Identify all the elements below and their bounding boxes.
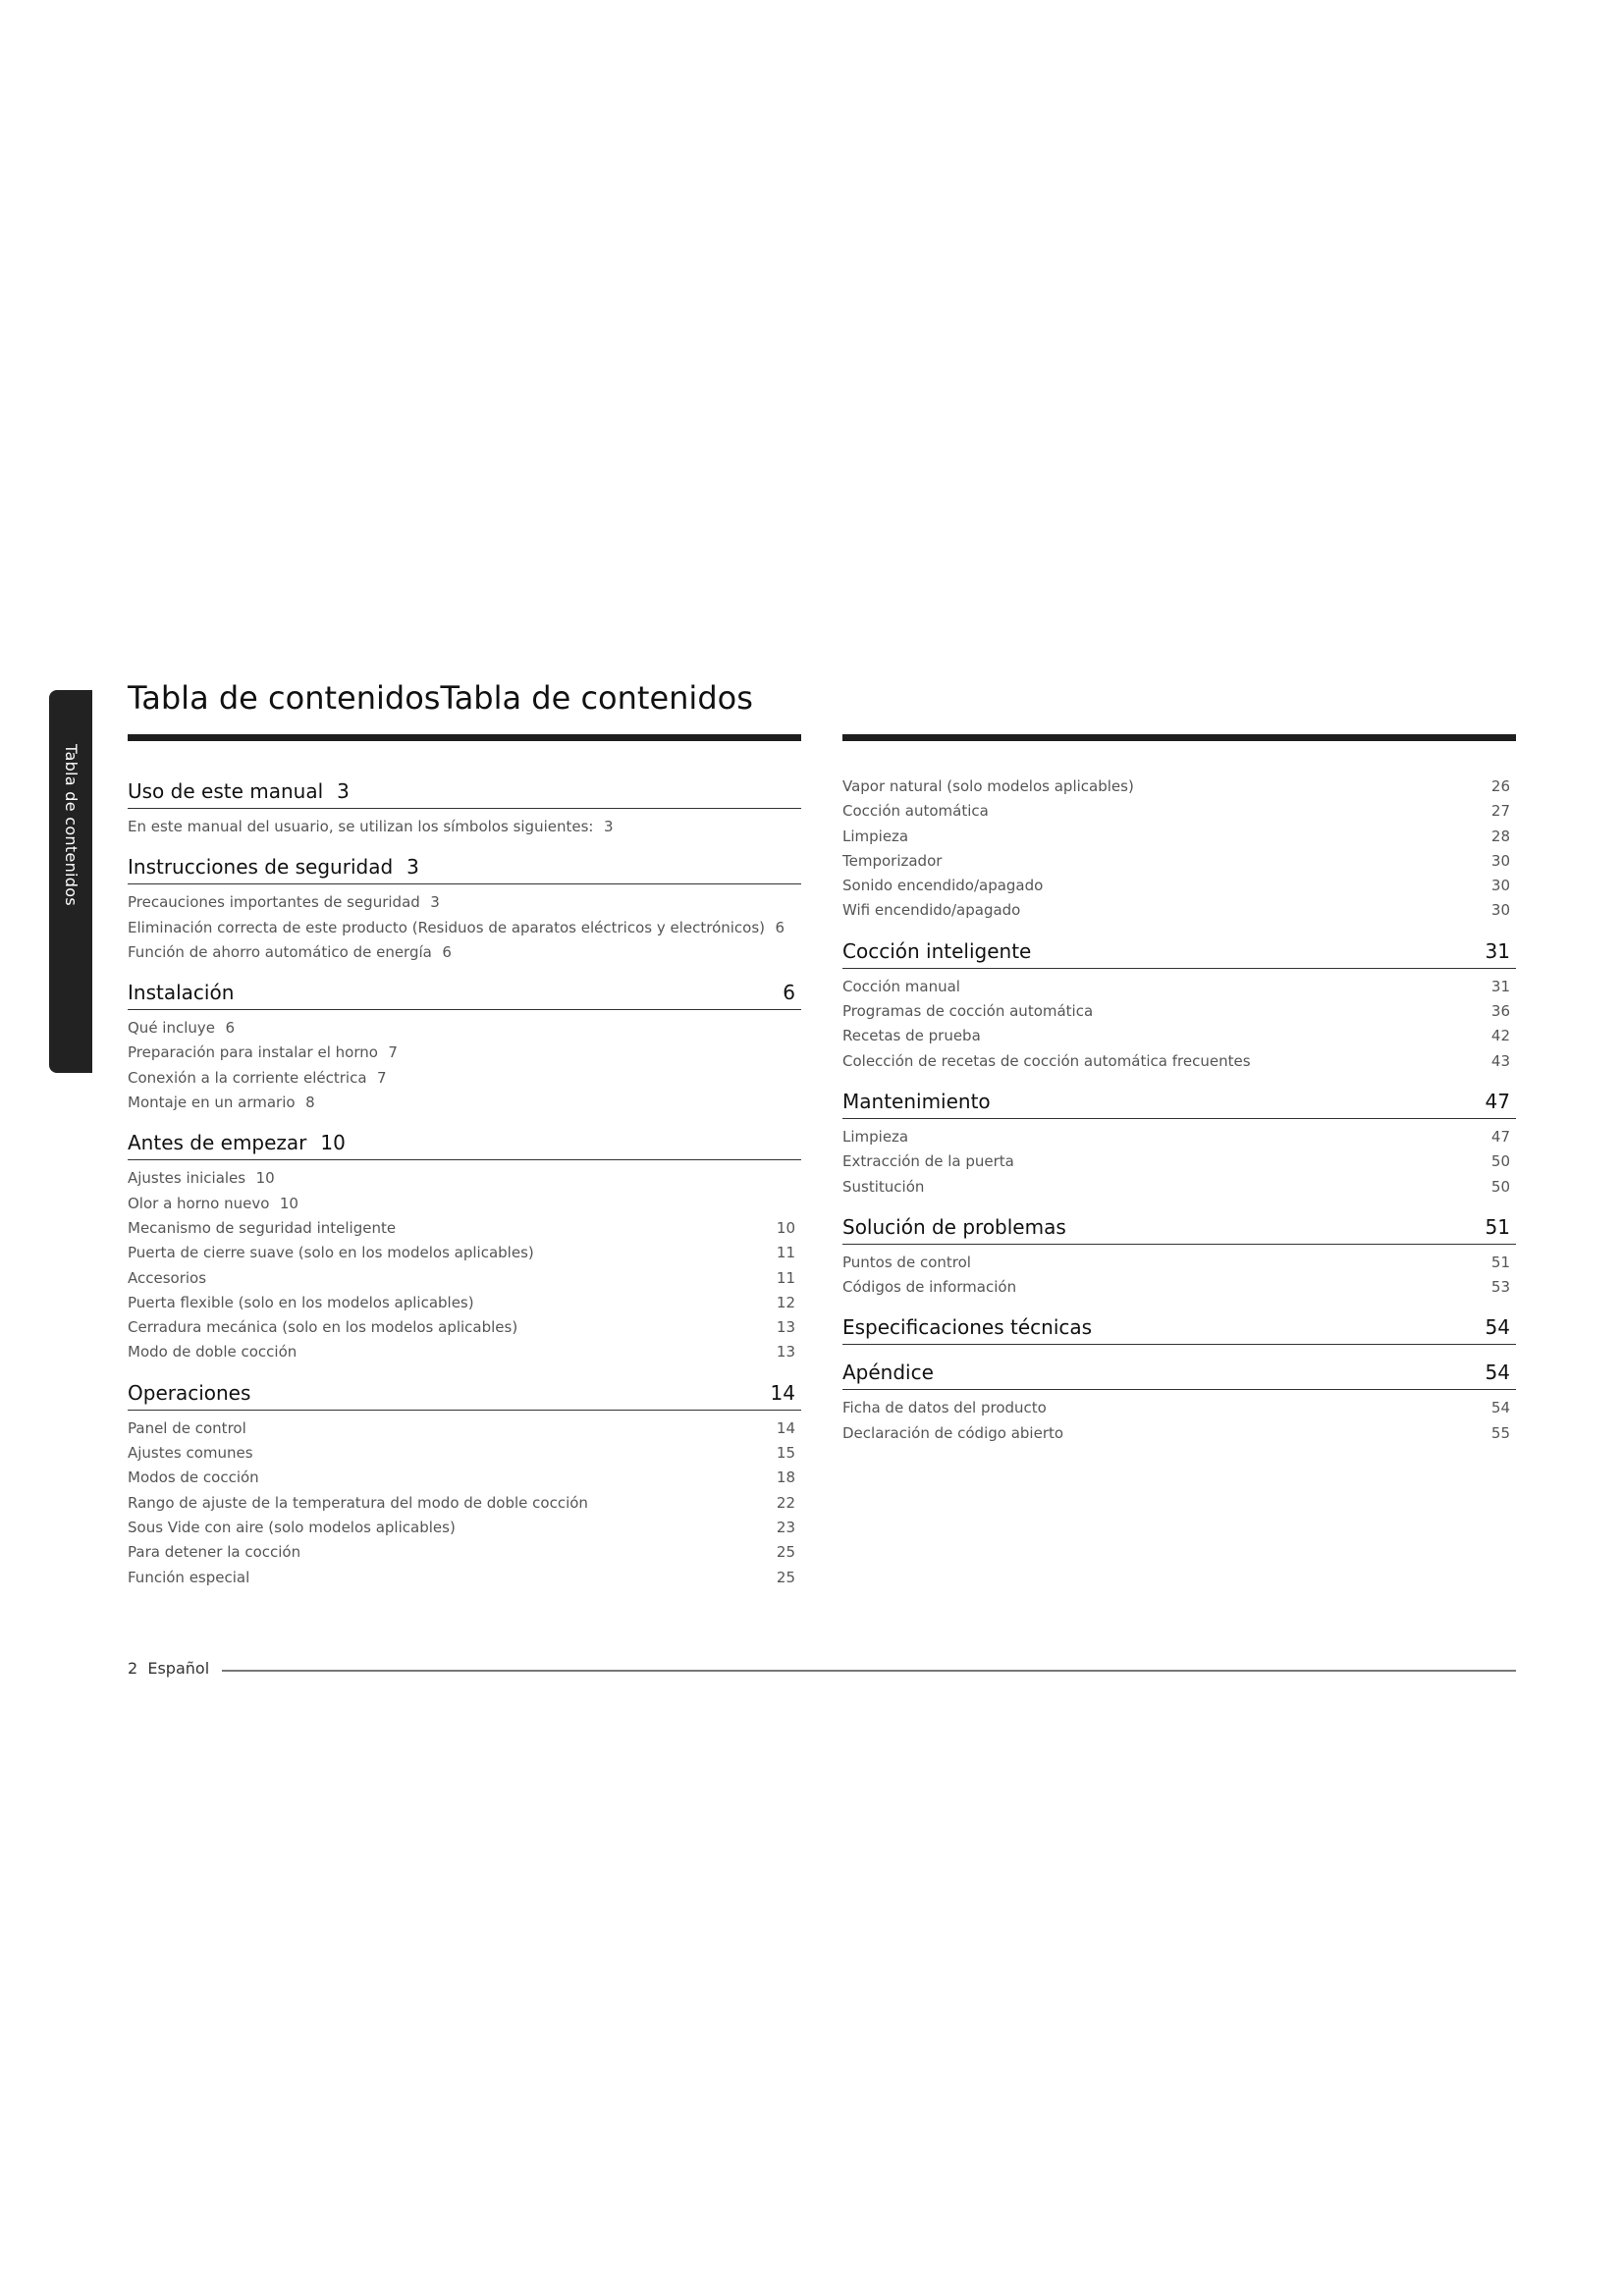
toc-entry — [128, 1540, 801, 1565]
toc-entry-page: 50 — [1490, 1177, 1510, 1196]
toc-entry-page: 53 — [1490, 1278, 1510, 1297]
toc-entry-page: 15 — [776, 1444, 795, 1463]
toc-entry-page: 55 — [1490, 1423, 1510, 1442]
toc-entry-label: Olor a horno nuevo — [128, 1194, 270, 1212]
toc-entry — [128, 1041, 801, 1065]
section-heading-label: Antes de empezar — [128, 1131, 307, 1155]
section-heading-label: Uso de este manual — [128, 779, 324, 803]
toc-entry — [842, 849, 1516, 874]
toc-entry — [128, 815, 801, 839]
section-heading — [128, 1131, 801, 1160]
toc-section — [128, 855, 801, 965]
toc-entry-page: 36 — [1490, 1002, 1510, 1021]
section-heading-label: Apéndice — [842, 1361, 934, 1385]
toc-entry-label: Eliminación correcta de este producto (Residuos de aparatos eléctricos y electrónicos) — [128, 918, 766, 936]
right-title-rule — [842, 734, 1516, 741]
toc-entry-label: Accesorios — [128, 1268, 207, 1287]
toc-entry — [128, 1216, 801, 1241]
toc-entry — [128, 940, 801, 965]
section-heading-page: 6 — [783, 981, 795, 1005]
toc-entry-label: Función especial — [128, 1568, 250, 1586]
toc-entry-label: Puntos de control — [842, 1253, 971, 1271]
section-heading-label: Instrucciones de seguridad — [128, 855, 394, 880]
toc-entry-label: Montaje en un armario — [128, 1094, 296, 1112]
toc-entry-label: Colección de recetas de cocción automática frecuentes — [842, 1051, 1251, 1070]
toc-entry-label: Ficha de datos del producto — [842, 1399, 1047, 1417]
toc-entry — [128, 1266, 801, 1291]
left-title-rule — [128, 734, 801, 741]
toc-entry — [128, 1091, 801, 1115]
toc-entry-label: Ajustes iniciales — [128, 1169, 246, 1188]
toc-entry-page: 3 — [603, 818, 614, 835]
section-heading — [128, 1381, 801, 1411]
toc-entry — [842, 1251, 1516, 1275]
toc-entry-label: Conexión a la corriente eléctrica — [128, 1068, 367, 1087]
section-heading-label: Especificaciones técnicas — [842, 1315, 1093, 1340]
toc-entry-page: 3 — [430, 893, 440, 912]
toc-entry — [842, 1049, 1516, 1074]
toc-section — [842, 939, 1516, 1074]
section-heading — [842, 1361, 1516, 1390]
right-top-items — [842, 774, 1516, 924]
side-tab-label: Tabla de contenidos — [61, 744, 81, 906]
toc-entry-page: 7 — [377, 1068, 387, 1087]
toc-entry — [128, 1516, 801, 1540]
toc-entry-page: 25 — [776, 1543, 795, 1562]
toc-entry-label: Función de ahorro automático de energía — [128, 942, 432, 961]
section-heading-page: 3 — [337, 779, 350, 803]
toc-entry — [842, 1149, 1516, 1174]
section-items — [842, 1119, 1516, 1200]
toc-entry — [842, 825, 1516, 849]
toc-entry-label: Programas de cocción automática — [842, 1002, 1094, 1021]
section-heading-page: 10 — [320, 1131, 346, 1155]
section-items — [842, 1245, 1516, 1301]
toc-entry-page: 8 — [305, 1094, 315, 1112]
toc-entry — [842, 799, 1516, 824]
toc-section — [842, 1361, 1516, 1446]
toc-entry — [842, 1125, 1516, 1149]
toc-entry — [842, 1421, 1516, 1446]
toc-entry-label: Preparación para instalar el horno — [128, 1043, 378, 1062]
section-heading-page: 54 — [1485, 1315, 1510, 1340]
section-items — [842, 1390, 1516, 1446]
toc-entry — [128, 1291, 801, 1315]
footer-rule — [222, 1670, 1516, 1672]
footer-page-number: 2 — [128, 1659, 138, 1678]
section-heading-page: 54 — [1485, 1361, 1510, 1385]
toc-entry — [128, 890, 801, 915]
section-items — [842, 969, 1516, 1074]
section-items — [128, 884, 801, 965]
toc-entry-page: 6 — [225, 1019, 236, 1038]
toc-entry — [128, 1416, 801, 1441]
toc-entry-label: Limpieza — [842, 1127, 909, 1146]
toc-entry-label: Declaración de código abierto — [842, 1423, 1064, 1442]
section-heading — [128, 855, 801, 884]
section-heading — [128, 779, 801, 809]
toc-section — [842, 1215, 1516, 1301]
toc-entry-page: 30 — [1490, 901, 1510, 920]
toc-entry-page: 28 — [1490, 827, 1510, 845]
toc-entry — [128, 1441, 801, 1466]
section-heading-label: Instalación — [128, 981, 235, 1005]
section-heading — [128, 981, 801, 1010]
toc-entry — [128, 1192, 801, 1216]
toc-entry-page: 6 — [442, 942, 452, 961]
toc-entry-page: 30 — [1490, 877, 1510, 895]
toc-entry-label: Vapor natural (solo modelos aplicables) — [842, 777, 1134, 795]
toc-entry-label: Modos de cocción — [128, 1468, 259, 1487]
toc-entry-label: Panel de control — [128, 1418, 246, 1437]
toc-section — [128, 1381, 801, 1590]
section-heading-page: 14 — [770, 1380, 795, 1405]
toc-entry-label: Cerradura mecánica (solo en los modelos aplicables) — [128, 1318, 518, 1337]
toc-entry-page: 27 — [1490, 802, 1510, 821]
toc-entry-label: Modo de doble cocción — [128, 1343, 298, 1362]
toc-entry-page: 51 — [1490, 1253, 1510, 1271]
toc-entry-page: 54 — [1490, 1399, 1510, 1417]
toc-entry-label: Wifi encendido/apagado — [842, 901, 1021, 920]
toc-entry — [128, 1016, 801, 1041]
section-items — [128, 1010, 801, 1115]
toc-entry-page: 30 — [1490, 851, 1510, 870]
toc-entry — [128, 1466, 801, 1490]
toc-entry — [128, 1491, 801, 1516]
toc-entry-label: Puerta flexible (solo en los modelos aplicables) — [128, 1293, 474, 1311]
toc-entry-label: Puerta de cierre suave (solo en los modelos aplicables) — [128, 1244, 534, 1262]
section-heading — [842, 1315, 1516, 1345]
toc-entry-label: Para detener la cocción — [128, 1543, 301, 1562]
toc-entry — [842, 999, 1516, 1024]
toc-entry — [128, 1166, 801, 1191]
toc-entry-page: 7 — [388, 1043, 398, 1062]
toc-section — [128, 1131, 801, 1364]
toc-entry-label: Sonido encendido/apagado — [842, 877, 1044, 895]
toc-section — [842, 1315, 1516, 1345]
toc-entry — [842, 898, 1516, 923]
toc-entry-page: 10 — [776, 1218, 795, 1237]
toc-entry-page: 47 — [1490, 1127, 1510, 1146]
toc-entry-label: Limpieza — [842, 827, 909, 845]
section-heading — [842, 939, 1516, 969]
toc-entry-page: 43 — [1490, 1051, 1510, 1070]
toc-entry — [128, 916, 801, 940]
toc-entry-label: Recetas de prueba — [842, 1027, 981, 1045]
toc-entry — [842, 774, 1516, 799]
toc-entry-page: 6 — [775, 918, 785, 936]
toc-entry-label: Ajustes comunes — [128, 1444, 253, 1463]
left-column — [128, 779, 801, 1590]
toc-entry — [128, 1315, 801, 1340]
section-heading-page: 47 — [1485, 1089, 1510, 1113]
toc-entry-page: 42 — [1490, 1027, 1510, 1045]
toc-entry-label: Sustitución — [842, 1177, 925, 1196]
footer-language: Español — [147, 1659, 210, 1678]
toc-entry-page: 22 — [776, 1493, 795, 1512]
section-heading — [842, 1090, 1516, 1119]
toc-section — [128, 779, 801, 839]
section-heading-page: 3 — [406, 855, 419, 880]
toc-entry — [128, 1340, 801, 1364]
toc-entry-page: 11 — [776, 1268, 795, 1287]
toc-entry-label: Mecanismo de seguridad inteligente — [128, 1218, 397, 1237]
toc-entry — [842, 975, 1516, 999]
toc-entry — [128, 1241, 801, 1265]
toc-entry-label: Cocción automática — [842, 802, 989, 821]
toc-entry-page: 50 — [1490, 1152, 1510, 1171]
section-heading-label: Operaciones — [128, 1380, 251, 1405]
toc-entry-page: 18 — [776, 1468, 795, 1487]
toc-entry-page: 13 — [776, 1318, 795, 1337]
toc-entry — [128, 1566, 801, 1590]
toc-entry-page: 11 — [776, 1244, 795, 1262]
toc-entry-label: Códigos de información — [842, 1278, 1017, 1297]
toc-entry-label: Cocción manual — [842, 977, 960, 995]
section-heading-page: 31 — [1485, 938, 1510, 963]
toc-entry-page: 31 — [1490, 977, 1510, 995]
toc-entry-page: 10 — [279, 1194, 298, 1212]
toc-entry — [128, 1066, 801, 1091]
toc-entry — [842, 1275, 1516, 1300]
toc-entry — [842, 1396, 1516, 1420]
section-heading-label: Solución de problemas — [842, 1214, 1066, 1239]
toc-entry — [842, 1175, 1516, 1200]
toc-entry-label: Temporizador — [842, 851, 943, 870]
toc-entry-label: Extracción de la puerta — [842, 1152, 1014, 1171]
toc-section — [842, 1090, 1516, 1200]
toc-entry — [842, 874, 1516, 898]
toc-entry-page: 10 — [255, 1169, 275, 1188]
toc-entry-page: 25 — [776, 1568, 795, 1586]
right-column — [842, 774, 1516, 1446]
toc-entry-label: Sous Vide con aire (solo modelos aplicables) — [128, 1518, 456, 1536]
section-heading-label: Cocción inteligente — [842, 938, 1032, 963]
toc-entry-page: 13 — [776, 1343, 795, 1362]
toc-entry-page: 14 — [776, 1418, 795, 1437]
toc-section — [128, 981, 801, 1115]
toc-entry-label: Precauciones importantes de seguridad — [128, 893, 420, 912]
toc-entry-page: 26 — [1490, 777, 1510, 795]
toc-entry — [842, 1024, 1516, 1048]
toc-entry-label: Rango de ajuste de la temperatura del modo de doble cocción — [128, 1493, 588, 1512]
section-heading-label: Mantenimiento — [842, 1089, 991, 1113]
toc-entry-label: En este manual del usuario, se utilizan los símbolos siguientes: — [128, 818, 594, 835]
toc-entry-label: Qué incluye — [128, 1019, 216, 1038]
toc-entry-page: 23 — [776, 1518, 795, 1536]
section-items — [128, 1160, 801, 1364]
footer-page-label — [128, 1659, 209, 1678]
section-heading-page: 51 — [1485, 1214, 1510, 1239]
section-items — [128, 1411, 801, 1590]
toc-entry-page: 12 — [776, 1293, 795, 1311]
side-tab-label-wrap — [49, 690, 92, 960]
section-heading — [842, 1215, 1516, 1245]
section-items — [128, 809, 801, 839]
page-title: Tabla de contenidosTabla de contenidos — [128, 679, 753, 717]
